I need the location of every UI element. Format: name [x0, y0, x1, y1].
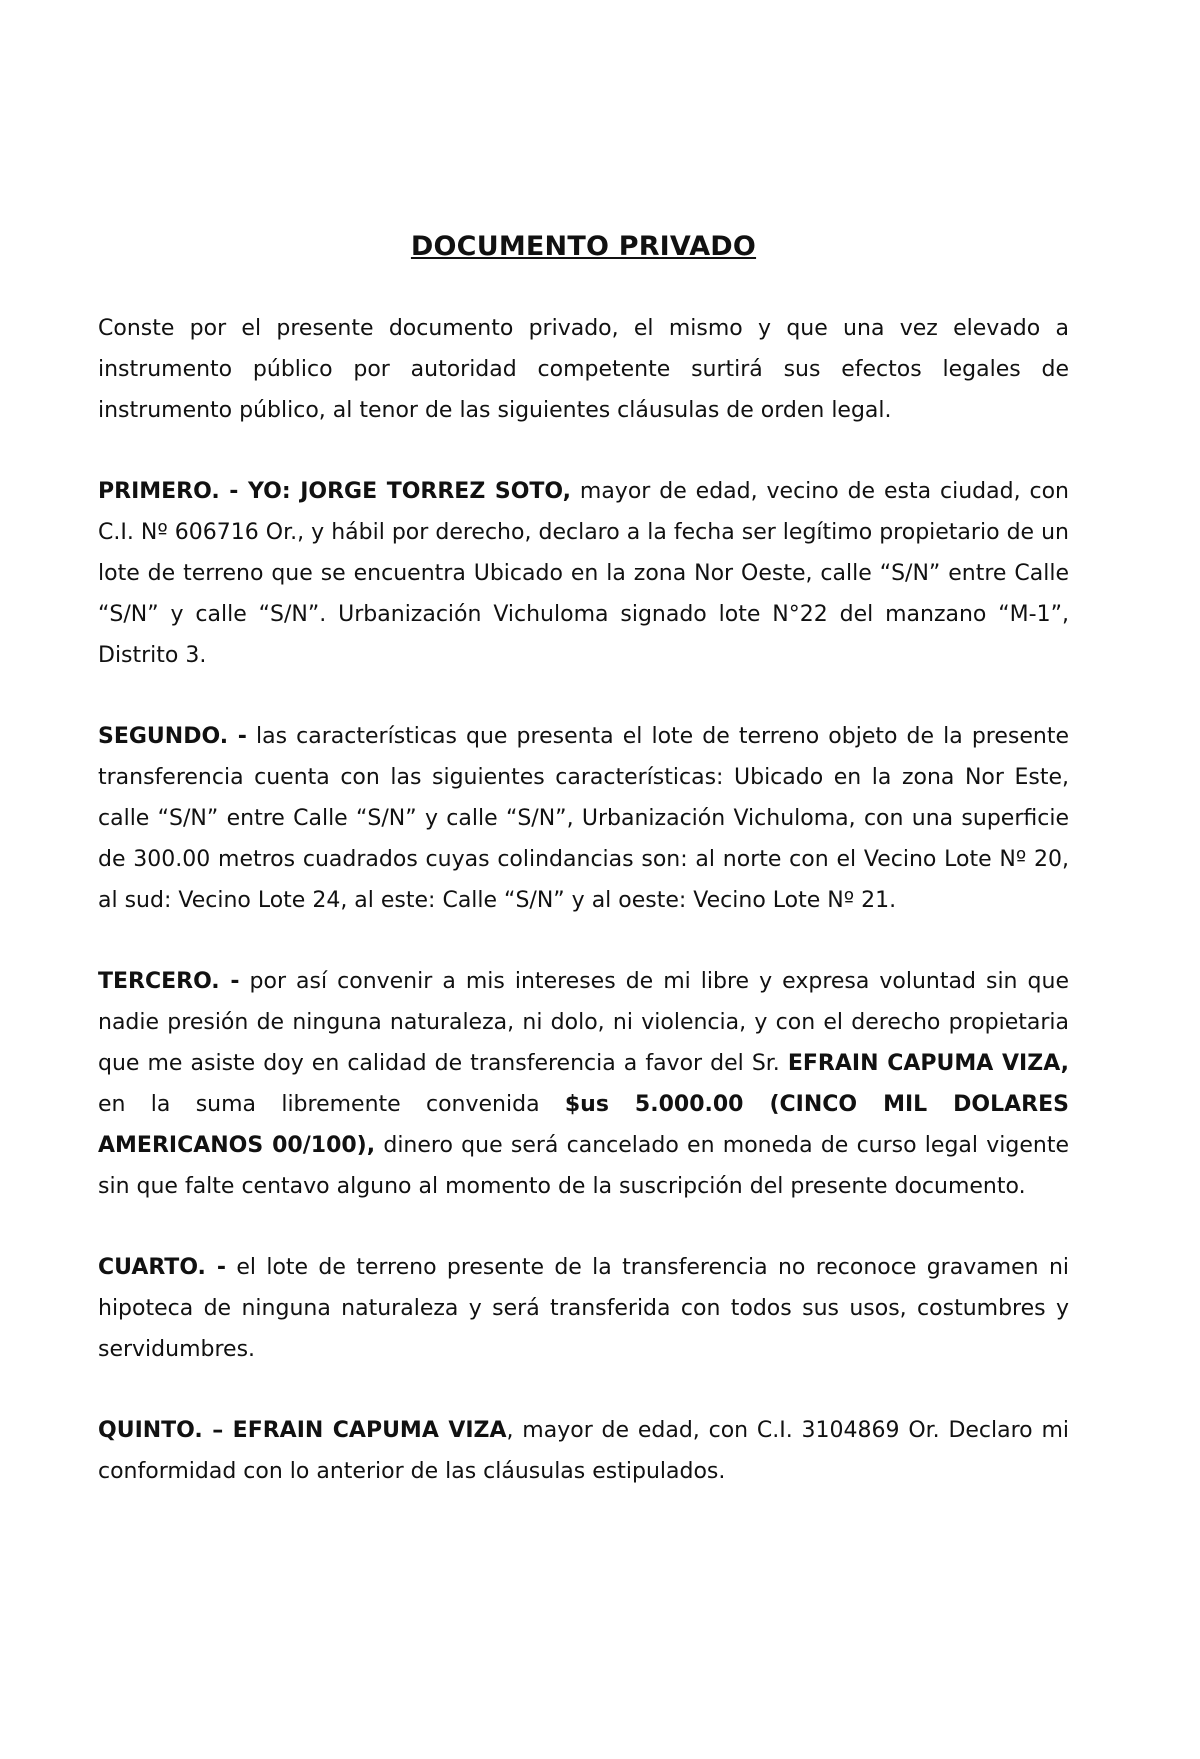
clause-cuarto-text: el lote de terreno presente de la transferencia no reconoce gravamen ni hipoteca de ninguna naturaleza y será transferida con todos sus usos, costumbres y servidumbres. — [98, 1255, 1070, 1362]
document-page — [98, 230, 1069, 1532]
document-title: DOCUMENTO PRIVADO — [410, 231, 757, 262]
clause-tercero-text-1: por así convenir a mis intereses de mi libre y expresa voluntad sin que nadie presión de ninguna naturaleza, ni dolo, ni violencia, y con el derecho propietaria que me asiste doy en calidad de transferencia a favor del Sr. — [98, 969, 1069, 1076]
clause-primero-text: mayor de edad, vecino de esta ciudad, con C.I. Nº 606716 Or., y hábil por derecho, declaro a la fecha ser legítimo propietario de un lote de terreno que se encuentra Ubicado en la zona Nor Oeste, calle “S/N” entre Calle “S/N” y calle “S/N”. Urbanización Vichuloma signado lote N°22 del manzano “M-1”, Distrito 3. — [98, 479, 1069, 668]
clause-tercero-text-3: dinero que será cancelado en moneda de curso legal vigente sin que falte centavo alguno al momento de la suscripción del presente documento. — [98, 1133, 1069, 1199]
clause-tercero-buyer: EFRAIN CAPUMA VIZA, — [787, 1051, 1069, 1076]
clause-quinto — [98, 1410, 1069, 1492]
clause-quinto-heading: QUINTO. – EFRAIN CAPUMA VIZA — [98, 1418, 507, 1443]
clause-tercero — [98, 961, 1069, 1207]
clause-cuarto-heading: CUARTO. - — [98, 1255, 227, 1280]
clause-segundo-text: las características que presenta el lote de terreno objeto de la presente transferencia cuenta con las siguientes características: Ubicado en la zona Nor Este, calle “S/N” entre Calle “S/N” y calle “S/N”, Urbanización Vichuloma, con una superficie de 300.00 metros cuadrados cuyas colindancias son: al norte con el Vecino Lote Nº 20, al sud: Vecino Lote 24, al este: Calle “S/N” y al oeste: Vecino Lote Nº 21. — [98, 724, 1069, 913]
clause-segundo — [98, 716, 1069, 921]
clause-primero-heading: PRIMERO. - YO: JORGE TORREZ SOTO, — [98, 479, 571, 504]
intro-paragraph — [98, 308, 1069, 431]
clause-primero — [98, 471, 1069, 676]
clause-segundo-heading: SEGUNDO. - — [98, 724, 247, 749]
clause-tercero-text-2: en la suma libremente convenida — [98, 1092, 565, 1117]
clause-tercero-amount: $us 5.000.00 (CINCO MIL DOLARES AMERICANOS 00/100), — [98, 1092, 1069, 1158]
clause-cuarto — [98, 1247, 1069, 1370]
clause-tercero-heading: TERCERO. - — [98, 969, 240, 994]
intro-text: Conste por el presente documento privado, el mismo y que una vez elevado a instrumento público por autoridad competente surtirá sus efectos legales de instrumento público, al tenor de las siguientes cláusulas de orden legal. — [98, 316, 1069, 423]
clause-quinto-text: , mayor de edad, con C.I. 3104869 Or. Declaro mi conformidad con lo anterior de las cláusulas estipulados. — [98, 1418, 1069, 1484]
